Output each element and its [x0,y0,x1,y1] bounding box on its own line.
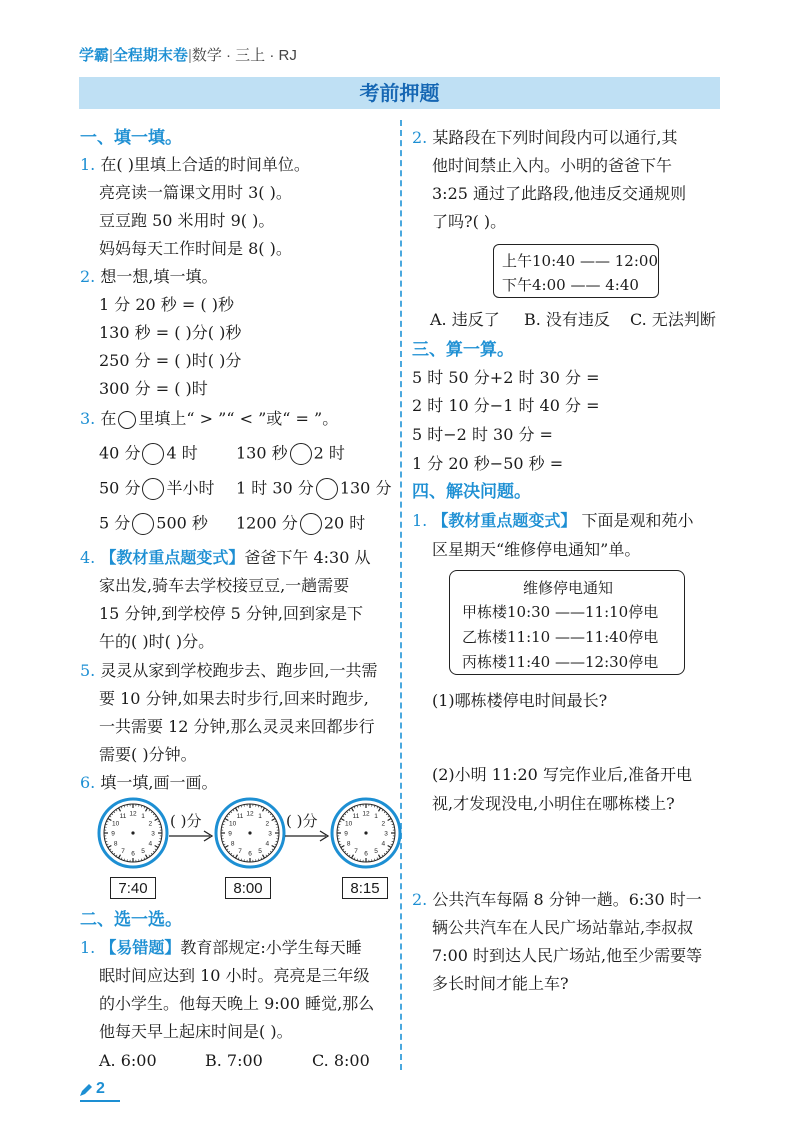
q2-line [80,267,217,287]
c1-option-c[interactable]: C. 8:00 [312,1051,370,1070]
svg-text:4: 4 [148,840,153,848]
svg-text:1: 1 [141,813,145,821]
answer-circle[interactable] [142,443,164,465]
q1-text: 在( )里填上合适的时间单位。 [100,155,310,174]
clock-face-icon [330,797,402,869]
svg-text:2: 2 [381,820,386,828]
p2-line-3: 7:00 时到达人民广场站,他至少需要等 [432,946,703,965]
q2-item-3: 250 分 = ( )时( )分 [99,351,242,370]
pencil-icon [78,1082,94,1098]
svg-text:11: 11 [236,813,244,821]
svg-text:10: 10 [229,820,237,828]
p1-text-1: 下面是观和苑小 [581,511,694,530]
footer-rule [80,1100,120,1102]
q1-item-3: 妈妈每天工作时间是 8( )。 [99,239,292,258]
svg-text:4: 4 [381,840,386,848]
column-divider [400,120,402,1070]
q3-r1-left-a: 40 分 [99,443,141,463]
calc-item-1: 5 时 50 分+2 时 30 分 = [412,368,600,387]
q3-r3-right-b: 20 时 [323,513,366,533]
p1-tag: 【教材重点题变式】 [432,511,577,530]
svg-text:7: 7 [121,847,125,855]
p2-line-2: 辆公共汽车在人民广场站靠站,李叔叔 [432,918,694,937]
svg-text:10: 10 [345,820,353,828]
allowed-time-row-1: 上午10:40 —— 12:00 [502,252,658,270]
q2-text: 想一想,填一填。 [100,267,218,286]
q4-line-3: 15 分钟,到学校停 5 分钟,回到家是下 [99,604,363,623]
svg-text:12: 12 [246,810,254,818]
q4-line-1 [80,548,370,568]
p1-subquestion-2-line-1: (2)小明 11:20 写完作业后,准备开电 [432,765,693,784]
subject-label: 数学 · 三上 · RJ [191,47,297,64]
notice-row-2: 乙栋楼11:10 ——11:40停电 [462,628,659,646]
q5-line-4: 需要( )分钟。 [99,745,197,764]
arrow-label-1-text: ( )分 [170,812,202,830]
time-label-3: 8:15 [342,877,388,899]
p2-line-4: 多长时间才能上车? [432,974,569,993]
section-1-title: 一、填一填。 [80,128,182,148]
svg-text:8: 8 [113,840,118,848]
p1-number: 1. [412,511,428,530]
q6-number: 6. [80,773,96,792]
q3-line [80,409,338,429]
svg-text:11: 11 [352,813,360,821]
svg-text:5: 5 [374,847,378,855]
q5-number: 5. [80,661,96,680]
svg-text:5: 5 [258,847,262,855]
q3-r2-left-a: 50 分 [99,478,141,498]
page-number: 2 [96,1080,105,1097]
c1-line-1 [80,938,362,958]
c2-option-b[interactable]: B. 没有违反 [524,310,610,329]
calc-item-3: 5 时−2 时 30 分 = [412,425,553,444]
c2-number: 2. [412,128,428,147]
svg-text:5: 5 [141,847,145,855]
c1-line-3: 的小学生。他每天晚上 9:00 睡觉,那么 [99,994,375,1013]
svg-text:9: 9 [228,830,232,838]
q5-line-1 [80,661,377,681]
notice-row-1: 甲栋楼10:30 ——11:10停电 [462,603,659,621]
q3-text-a: 在 [100,409,117,428]
c1-line-4: 他每天早上起床时间是( )。 [99,1022,293,1041]
brand-label: 学霸 [79,47,110,64]
outage-notice-box [449,570,685,675]
svg-text:3: 3 [151,830,155,838]
q1-item-2: 豆豆跑 50 米用时 9( )。 [99,211,275,230]
arrow-label-1 [170,810,201,831]
p2-text-1: 公共汽车每隔 8 分钟一趟。6:30 时一 [432,890,702,909]
q2-item-1: 1 分 20 秒 = ( )秒 [99,295,234,314]
page-title: 考前押题 [79,77,720,109]
answer-circle[interactable] [290,443,312,465]
compare-circle-icon [118,411,136,429]
svg-text:2: 2 [265,820,270,828]
q4-tag: 【教材重点题变式】 [100,548,245,567]
arrow-label-2 [286,810,317,831]
svg-text:7: 7 [238,847,242,855]
allowed-time-box [493,244,659,298]
q3-row-1 [99,443,198,465]
c2-option-c[interactable]: C. 无法判断 [630,310,716,329]
svg-text:12: 12 [129,810,137,818]
c1-tag: 【易错题】 [100,938,181,957]
q4-line-2: 家出发,骑车去学校接豆豆,一趟需要 [99,576,350,595]
q2-item-4: 300 分 = ( )时 [99,379,208,398]
right-arrow-icon [284,830,330,842]
q3-row-3 [99,513,208,535]
clock-face-icon [214,797,286,869]
calc-item-4: 1 分 20 秒−50 秒 = [412,454,564,473]
svg-text:3: 3 [384,830,388,838]
c2-line-3: 3:25 通过了此路段,他违反交通规则 [432,184,687,203]
q5-line-3: 一共需要 12 分钟,那么灵灵来回都步行 [99,717,375,736]
p1-subquestion-1: (1)哪栋楼停电时间最长? [432,691,608,710]
answer-circle[interactable] [300,513,322,535]
c1-option-a[interactable]: A. 6:00 [99,1051,157,1070]
q3-r2-left-b: 1 时 30 分 [236,478,314,498]
q3-r2-right-b: 130 分 [339,478,392,498]
q3-r3-left-b: 1200 分 [236,513,298,533]
q3-r1-left-b: 130 秒 [236,443,288,463]
p1-subquestion-2-line-2: 视,才发现没电,小明住在哪栋楼上? [432,794,675,813]
svg-text:8: 8 [230,840,235,848]
c1-option-b[interactable]: B. 7:00 [205,1051,263,1070]
answer-circle[interactable] [316,478,338,500]
c1-text-1: 教育部规定:小学生每天睡 [180,938,362,957]
p2-line-1 [412,890,702,910]
svg-text:10: 10 [112,820,120,828]
c2-line-2: 他时间禁止入内。小明的爸爸下午 [432,156,673,175]
svg-text:1: 1 [374,813,378,821]
q4-text-1: 爸爸下午 4:30 从 [244,548,371,567]
c2-line-1 [412,128,677,148]
answer-circle[interactable] [142,478,164,500]
svg-text:12: 12 [362,810,370,818]
p1-line-2: 区星期天“维修停电通知”单。 [432,540,641,559]
svg-text:3: 3 [268,830,272,838]
q1-number: 1. [80,155,96,174]
section-2-title: 二、选一选。 [80,910,182,930]
p1-line-1 [412,511,693,531]
c2-text-1: 某路段在下列时间段内可以通行,其 [432,128,678,147]
q3-row-2 [99,478,214,500]
section-4-title: 四、解决问题。 [412,482,531,502]
notice-title: 维修停电通知 [522,579,613,597]
svg-text:6: 6 [131,850,135,858]
q4-line-4: 午的( )时( )分。 [99,632,215,651]
time-label-1: 7:40 [110,877,156,899]
right-arrow-icon [168,830,214,842]
q6-line [80,773,217,793]
q6-text: 填一填,画一画。 [100,773,218,792]
series-label: 全程期末卷 [112,47,188,64]
clock-face-icon [97,797,169,869]
c2-line-4: 了吗?( )。 [432,212,507,231]
q5-text-1: 灵灵从家到学校跑步去、跑步回,一共需 [100,661,378,680]
allowed-time-row-2: 下午4:00 —— 4:40 [502,276,639,294]
svg-text:1: 1 [258,813,262,821]
q3-r1-right-b: 2 时 [313,443,345,463]
q1-item-1: 亮亮读一篇课文用时 3( )。 [99,183,292,202]
answer-circle[interactable] [132,513,154,535]
svg-text:6: 6 [248,850,252,858]
q3-text-b: 里填上“ > ”“ < ”或“ = ”。 [138,409,339,428]
q3-row-1b [236,443,345,465]
q3-r2-right-a: 半小时 [166,478,215,498]
c1-line-2: 眠时间应达到 10 小时。亮亮是三年级 [99,966,370,985]
section-3-title: 三、算一算。 [412,340,514,360]
svg-text:8: 8 [346,840,351,848]
p2-number: 2. [412,890,428,909]
notice-row-3: 丙栋楼11:40 ——12:30停电 [462,653,659,671]
q3-r3-right-a: 500 秒 [156,513,208,533]
q3-r3-left-a: 5 分 [99,513,131,533]
svg-text:7: 7 [354,847,358,855]
calc-item-2: 2 时 10 分−1 时 40 分 = [412,396,600,415]
arrow-label-2-text: ( )分 [286,812,318,830]
q1-line [80,155,310,175]
running-header: 学霸|全程期末卷|数学 · 三上 · RJ [79,47,297,64]
svg-text:9: 9 [344,830,348,838]
q2-item-2: 130 秒 = ( )分( )秒 [99,323,242,342]
q3-row-3b [236,513,365,535]
c2-option-a[interactable]: A. 违反了 [430,310,500,329]
svg-text:2: 2 [148,820,153,828]
svg-text:4: 4 [265,840,270,848]
svg-text:6: 6 [364,850,368,858]
q3-r1-right-a: 4 时 [166,443,198,463]
q4-number: 4. [80,548,96,567]
q3-row-2b [236,478,391,500]
svg-text:11: 11 [119,813,127,821]
time-label-2: 8:00 [225,877,271,899]
c1-number: 1. [80,938,96,957]
q3-number: 3. [80,409,96,428]
q5-line-2: 要 10 分钟,如果去时步行,回来时跑步, [99,689,369,708]
svg-text:9: 9 [111,830,115,838]
q2-number: 2. [80,267,96,286]
